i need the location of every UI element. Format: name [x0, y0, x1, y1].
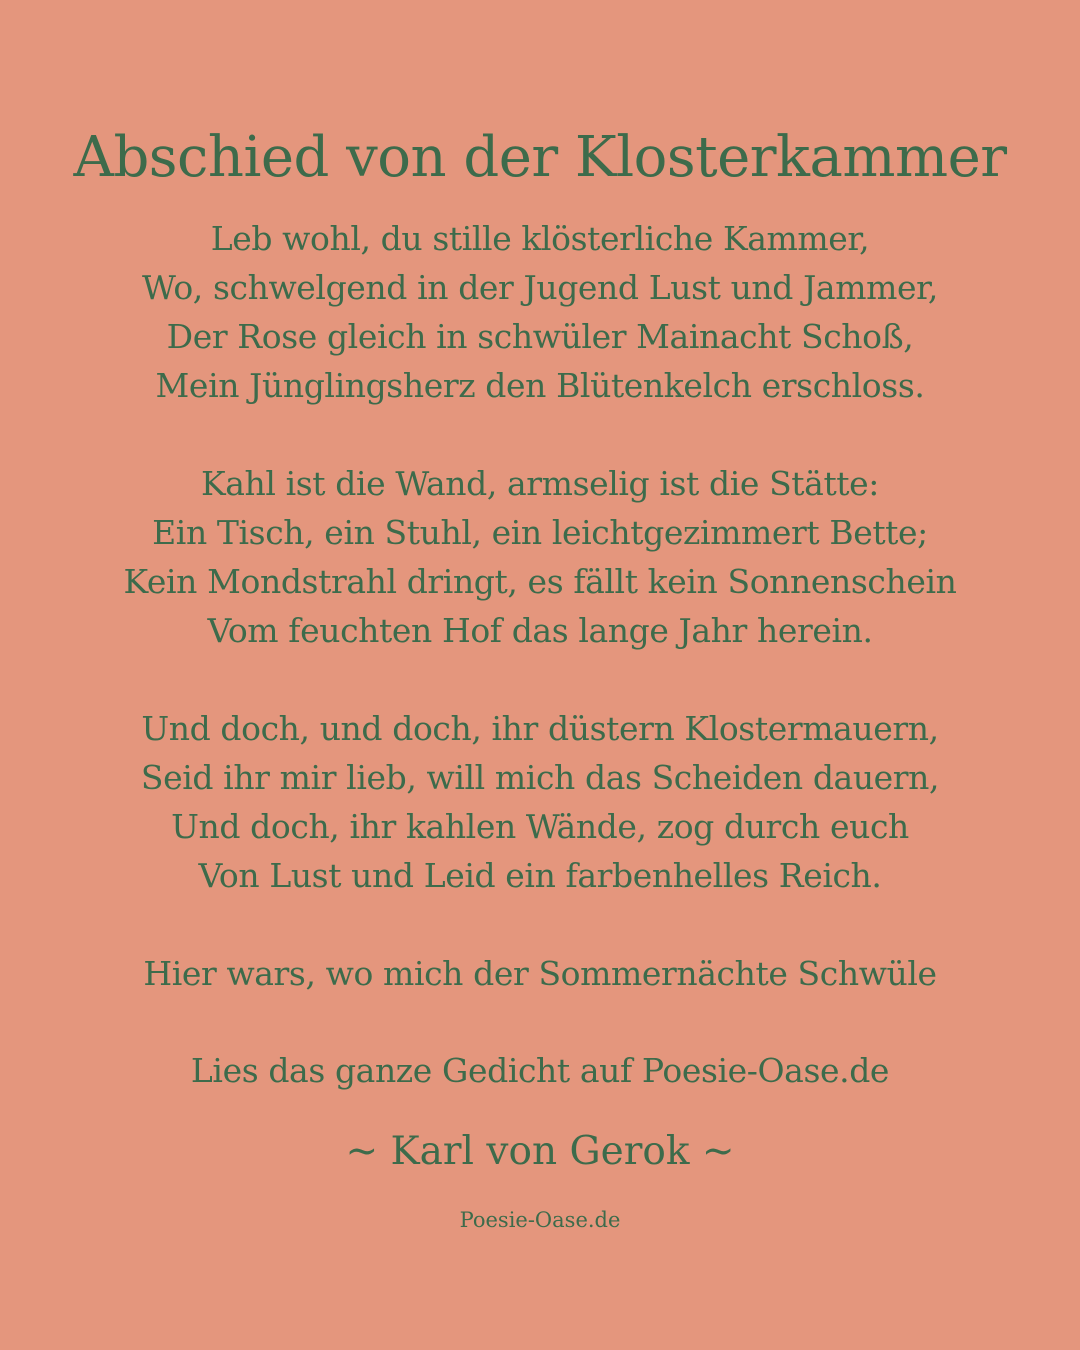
poem-line: Und doch, und doch, ihr düstern Klostermauern, — [141, 709, 939, 748]
poem-line: Kein Mondstrahl dringt, es fällt kein Sonnenschein — [123, 562, 957, 601]
poem-line: Seid ihr mir lieb, will mich das Scheiden dauern, — [140, 758, 940, 797]
poem-line: Leb wohl, du stille klösterliche Kammer, — [210, 219, 870, 258]
poem-line: Und doch, ihr kahlen Wände, zog durch euch — [171, 807, 909, 846]
poem-line: Wo, schwelgend in der Jugend Lust und Jammer, — [142, 268, 938, 307]
stanza-1 — [0, 214, 1080, 410]
poem-line: Hier wars, wo mich der Sommernächte Schwüle — [143, 954, 937, 993]
poem-line: Ein Tisch, ein Stuhl, ein leichtgezimmert Bette; — [152, 513, 928, 552]
read-more-text: Lies das ganze Gedicht auf Poesie-Oase.de — [190, 1051, 890, 1090]
stanza-4 — [0, 949, 1080, 998]
poem-body — [0, 214, 1080, 1047]
poem-line: Kahl ist die Wand, armselig ist die Stätte: — [200, 464, 880, 503]
poem-line: Von Lust und Leid ein farbenhelles Reich. — [198, 856, 882, 895]
stanza-3 — [0, 704, 1080, 900]
stanza-2 — [0, 459, 1080, 655]
site-footer: Poesie-Oase.de — [459, 1208, 621, 1232]
author-name: ~ Karl von Gerok ~ — [345, 1129, 735, 1174]
poem-line: Mein Jünglingsherz den Blütenkelch erschloss. — [155, 366, 925, 405]
poem-line: Vom feuchten Hof das lange Jahr herein. — [207, 611, 873, 650]
poem-title: Abschied von der Klosterkammer — [73, 125, 1007, 190]
poem-line: Der Rose gleich in schwüler Mainacht Schoß, — [166, 317, 914, 356]
